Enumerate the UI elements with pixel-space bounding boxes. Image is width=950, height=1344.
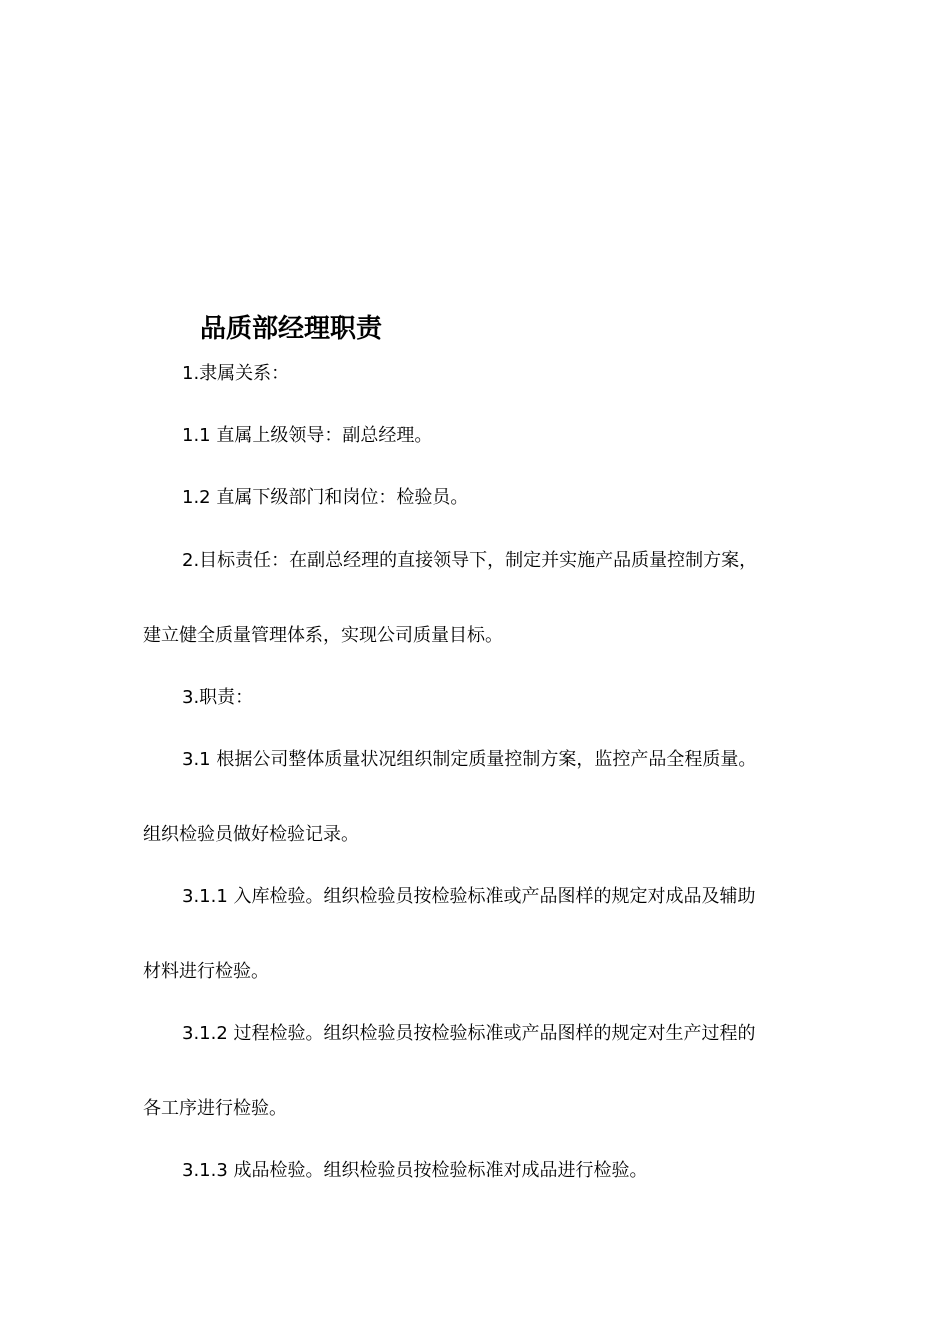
paragraph-line: 3.1.2 过程检验。组织检验员按检验标准或产品图样的规定对生产过程的 xyxy=(182,1023,756,1044)
paragraph-line: 1.隶属关系： xyxy=(182,363,290,384)
paragraph-line: 3.职责： xyxy=(182,687,254,708)
paragraph-line: 3.1 根据公司整体质量状况组织制定质量控制方案，监控产品全程质量。 xyxy=(182,749,757,770)
paragraph-line: 3.1.1 入库检验。组织检验员按检验标准或产品图样的规定对成品及辅助 xyxy=(182,886,756,907)
paragraph-line: 建立健全质量管理体系，实现公司质量目标。 xyxy=(143,625,503,646)
paragraph-line: 2.目标责任：在副总经理的直接领导下，制定并实施产品质量控制方案， xyxy=(182,550,758,571)
paragraph-line: 各工序进行检验。 xyxy=(143,1098,287,1119)
paragraph-line: 组织检验员做好检验记录。 xyxy=(143,824,359,845)
document-title: 品质部经理职责 xyxy=(200,314,383,344)
paragraph-line: 1.1 直属上级领导：副总经理。 xyxy=(182,425,433,446)
paragraph-line: 3.1.3 成品检验。组织检验员按检验标准对成品进行检验。 xyxy=(182,1160,648,1181)
paragraph-line: 材料进行检验。 xyxy=(143,961,269,982)
paragraph-line: 1.2 直属下级部门和岗位：检验员。 xyxy=(182,487,469,508)
